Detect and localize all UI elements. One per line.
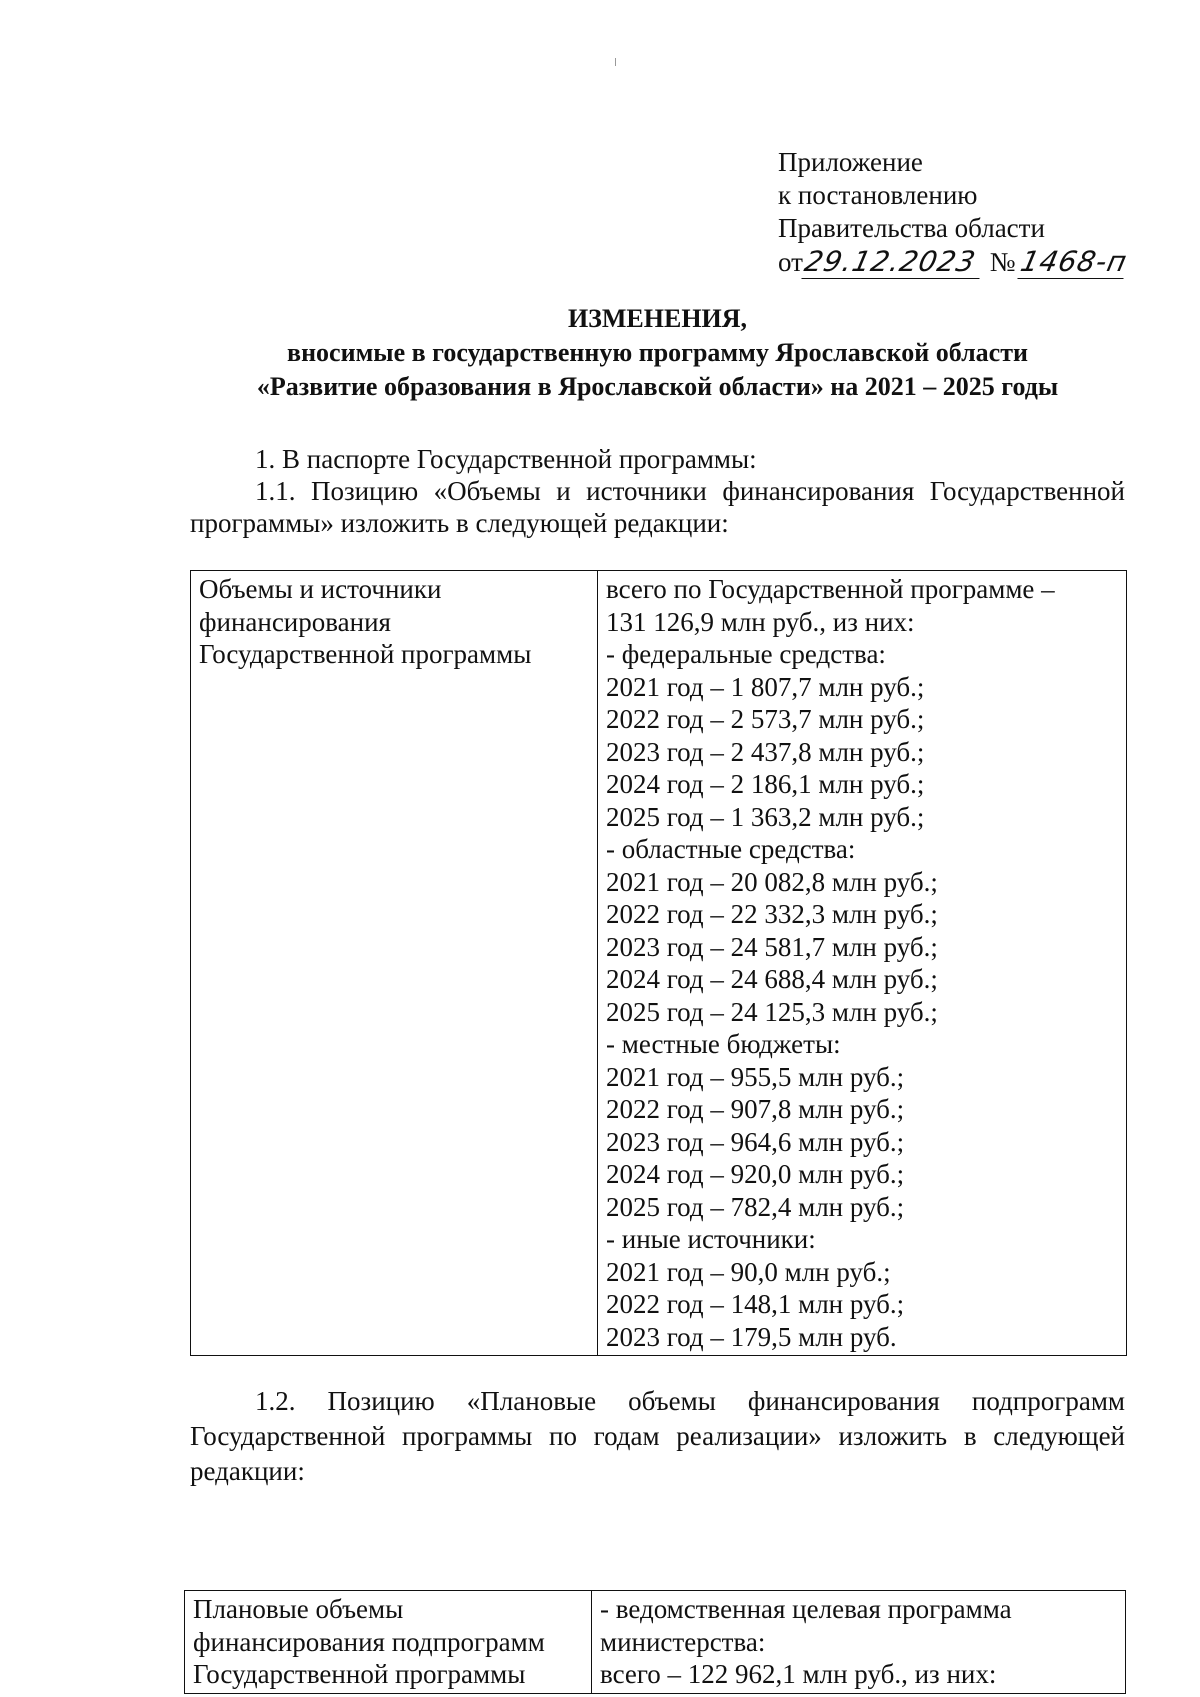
table1-right-line: 2024 год – 920,0 млн руб.; bbox=[606, 1159, 905, 1189]
handwritten-date: 29.12.2023 bbox=[801, 245, 986, 279]
financing-table-1 bbox=[190, 570, 1127, 1356]
table2-left-cell bbox=[185, 1591, 592, 1694]
table1-right-line: 2021 год – 1 807,7 млн руб.; bbox=[606, 671, 925, 702]
table-row bbox=[191, 571, 1127, 1356]
table1-left-line: финансирования bbox=[199, 606, 391, 637]
document-title bbox=[190, 302, 1125, 404]
paragraph-1-1: 1.1. Позицию «Объемы и источники финансирования Государственной программы» изложить в следующей редакции: bbox=[190, 476, 1125, 538]
financing-table-2 bbox=[184, 1590, 1126, 1694]
table1-right-line: 2025 год – 782,4 млн руб.; bbox=[606, 1191, 905, 1222]
table1-right-line: 2021 год – 955,5 млн руб.; bbox=[606, 1061, 905, 1092]
handwritten-number: 1468-п bbox=[1018, 245, 1131, 278]
appendix-date-number-line bbox=[778, 245, 1131, 279]
table1-right-line: 2022 год – 148,1 млн руб.; bbox=[606, 1289, 905, 1319]
table1-right-line: 131 126,9 млн руб., из них: bbox=[606, 606, 915, 637]
scan-speck bbox=[615, 58, 616, 66]
appendix-line-1: Приложение bbox=[778, 147, 923, 177]
table1-right-line: 2024 год – 2 186,1 млн руб.; bbox=[606, 769, 925, 799]
table1-left-cell bbox=[191, 571, 598, 1356]
table1-right-line: - областные средства: bbox=[606, 834, 856, 864]
table1-right-line: 2023 год – 2 437,8 млн руб.; bbox=[606, 736, 925, 767]
appendix-line-3: Правительства области bbox=[778, 213, 1045, 243]
paragraph-1-2: 1.2. Позицию «Плановые объемы финансирования подпрограмм Государственной программы по годам реализации» изложить в следующей редакции: bbox=[190, 1386, 1125, 1486]
title-main: ИЗМЕНЕНИЯ, bbox=[567, 304, 748, 333]
table1-right-line: 2023 год – 964,6 млн руб.; bbox=[606, 1126, 905, 1157]
paragraph-1: 1. В паспорте Государственной программы: bbox=[255, 444, 757, 474]
table2-right-line: - ведомственная целевая программа bbox=[600, 1594, 1012, 1624]
table1-right-line: 2021 год – 20 082,8 млн руб.; bbox=[606, 866, 938, 897]
title-line-3: «Развитие образования в Ярославской области» на 2021 – 2025 годы bbox=[256, 372, 1059, 401]
table1-right-line: всего по Государственной программе – bbox=[606, 574, 1055, 604]
table1-right-cell bbox=[598, 571, 1127, 1356]
table1-right-line: - местные бюджеты: bbox=[606, 1029, 841, 1059]
table1-right-line: 2022 год – 2 573,7 млн руб.; bbox=[606, 704, 925, 734]
table1-right-line: 2025 год – 24 125,3 млн руб.; bbox=[606, 996, 938, 1027]
date-prefix: от bbox=[778, 247, 803, 277]
appendix-line-2: к постановлению bbox=[778, 180, 978, 210]
table1-right-line: - иные источники: bbox=[606, 1224, 816, 1254]
table1-right-line: 2023 год – 24 581,7 млн руб.; bbox=[606, 931, 938, 962]
table1-right-line: 2022 год – 907,8 млн руб.; bbox=[606, 1094, 905, 1124]
title-line-2: вносимые в государственную программу Ярославской области bbox=[287, 338, 1028, 367]
table1-right-line: 2023 год – 179,5 млн руб. bbox=[606, 1321, 897, 1352]
table1-left-line: Государственной программы bbox=[199, 639, 532, 669]
table2-right-line: министерства: bbox=[600, 1626, 766, 1657]
table1-right-line: 2025 год – 1 363,2 млн руб.; bbox=[606, 801, 925, 832]
table2-left-line: Государственной программы bbox=[193, 1659, 526, 1689]
number-prefix: № bbox=[989, 247, 1016, 277]
appendix-header bbox=[778, 146, 1131, 279]
table2-left-line: финансирования подпрограмм bbox=[193, 1626, 545, 1657]
table2-left-line: Плановые объемы bbox=[193, 1594, 404, 1624]
table1-right-line: - федеральные средства: bbox=[606, 639, 886, 669]
table-row bbox=[185, 1591, 1126, 1694]
table2-right-line: всего – 122 962,1 млн руб., из них: bbox=[600, 1659, 997, 1689]
table1-right-line: 2021 год – 90,0 млн руб.; bbox=[606, 1256, 891, 1287]
table2-right-cell bbox=[592, 1591, 1126, 1694]
table1-right-line: 2024 год – 24 688,4 млн руб.; bbox=[606, 964, 938, 994]
table1-left-line: Объемы и источники bbox=[199, 574, 442, 604]
table1-right-line: 2022 год – 22 332,3 млн руб.; bbox=[606, 899, 938, 929]
